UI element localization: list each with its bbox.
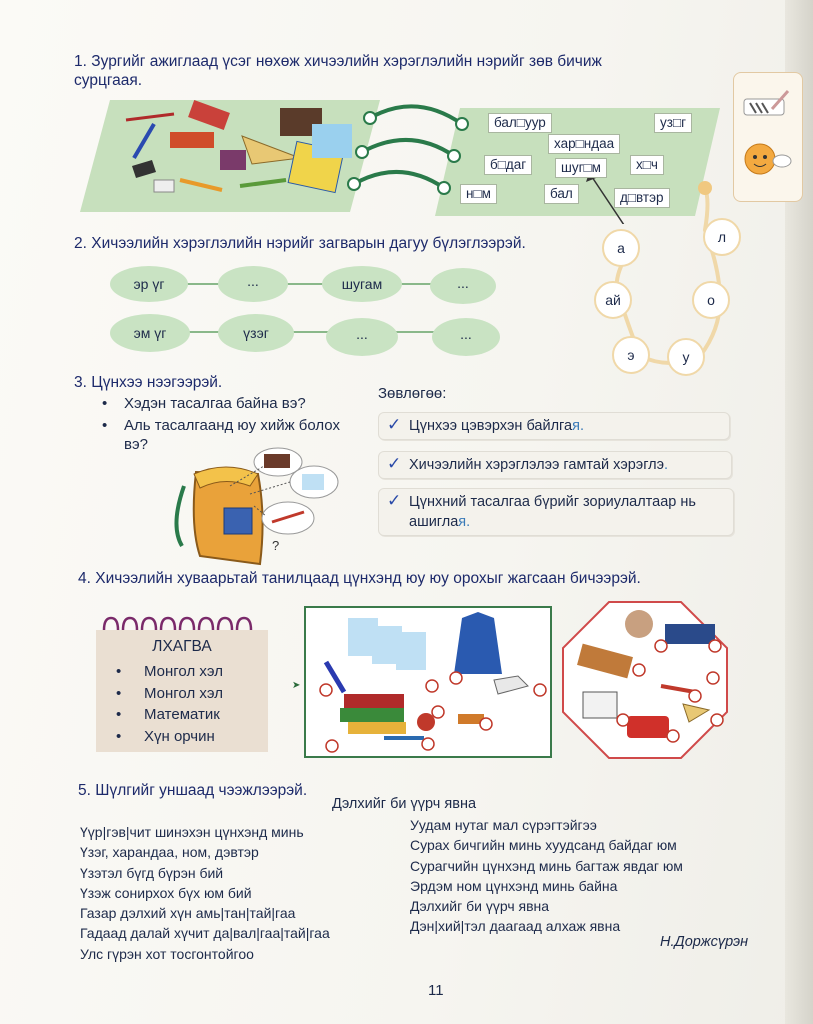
arrow-icon: ➤ (292, 680, 301, 691)
question-mark: ? (272, 538, 280, 553)
letter-circle-e: э (612, 336, 650, 374)
poem-line: Газар дэлхий хүн амь|тан|тай|гаа (80, 905, 296, 922)
task5-text: Шүлгийг уншаад чээжлээрэй. (95, 782, 308, 799)
poem-line: Үзэж сонирхох бүх юм бий (80, 884, 252, 901)
supplies-box (304, 606, 552, 758)
tip-3: ✓ Цүнхний тасалгаа бүрийг зориулалтаар нь ашиглая. (378, 488, 734, 536)
word-chip-4: б□даг (484, 155, 532, 175)
poem-author: Н.Доржсүрэн (660, 934, 749, 950)
task4-text: Хичээлийн хуваарьтай танилцаад цүнхэнд юу юу орохыг жагсаан бичээрэй. (95, 570, 641, 587)
task4-number: 4. (78, 570, 91, 587)
schedule-subjects (116, 661, 223, 747)
task2-number: 2. (74, 235, 87, 252)
poem-right-column (410, 815, 740, 937)
row1-oval-1: эр үг (110, 266, 188, 302)
letter-circle-l: л (703, 218, 741, 256)
check-icon: ✓ (387, 454, 402, 473)
letter-circle-u: у (667, 338, 705, 376)
task3-number: 3. (74, 374, 87, 391)
word-chip-9: д□втэр (614, 188, 670, 208)
task2-text: Хичээлийн хэрэглэлийн нэрийг загварын дагуу бүлэглээрэй. (91, 235, 526, 252)
check-icon: ✓ (387, 415, 402, 434)
backpack-illustration (170, 446, 350, 572)
word-chip-6: х□ч (630, 155, 664, 175)
schedule-day: ЛХАГВА (152, 638, 212, 655)
task3-questions (100, 394, 374, 454)
poem-line: Гадаад далай хүчит да|вал|гаа|тай|гаа (80, 925, 330, 942)
tip-1: ✓ Цүнхээ цэвэрхэн байлгая. (378, 412, 730, 440)
poem-line: Үзэг, харандаа, ном, дэвтэр (80, 844, 259, 861)
advice-title: Зөвлөгөө: (378, 385, 447, 402)
task3-title-text: Цүнхээ нээгээрэй. (91, 374, 223, 391)
child-face-icon (742, 139, 792, 179)
subject-2: • Монгол хэл (116, 684, 223, 702)
poem-title: Дэлхийг би үүрч явна (332, 796, 477, 812)
row1-oval-4: ... (430, 268, 496, 304)
page-number: 11 (428, 982, 444, 999)
word-chip-1: бал□уур (488, 113, 552, 133)
poem-line: Дэлхийг би үүрч явна (410, 898, 550, 915)
poem-line: Эрдэм ном цүнхэнд минь байна (410, 877, 618, 894)
letter-circle-a: а (602, 229, 640, 267)
poem-line: Уудам нутаг мал сүрэгтэйгээ (410, 817, 597, 833)
word-chip-7: н□м (460, 184, 497, 204)
poem-line: Үзэтэл бүгд бүрэн бий (80, 864, 224, 881)
row2-oval-2: үзэг (218, 314, 294, 352)
poem-line: Дэн|хий|тэл даагаад алхаж явна (410, 918, 621, 935)
task3-question-1: • Хэдэн тасалгаа байна вэ? (102, 395, 306, 412)
check-icon: ✓ (387, 491, 402, 510)
task1-instruction (74, 52, 664, 90)
poem-line: Улс гүрэн хот тосгонтойгоо (80, 945, 254, 962)
poem-line: Сурагчийн цүнхэнд минь багтаж явдаг юм (410, 857, 683, 874)
word-chip-2: уз□г (654, 113, 692, 133)
row1-oval-2: ... (218, 266, 288, 302)
letter-circle-ai: ай (594, 281, 632, 319)
subject-4: • Хүн орчин (116, 727, 215, 745)
spiral-binding (96, 612, 270, 636)
word-chip-5: шуг□м (555, 158, 607, 178)
supplies-octagon (561, 600, 729, 760)
word-chip-3: хар□ндаа (548, 134, 620, 154)
word-chip-8: бал (544, 184, 579, 204)
row1-oval-3: шугам (322, 266, 402, 302)
letter-circle-o: о (692, 281, 730, 319)
task3-question-2: • Аль тасалгаанд юу хийж болох вэ? (102, 417, 340, 453)
task5-number: 5. (78, 782, 91, 799)
task2-instruction (74, 234, 594, 253)
row2-oval-3: ... (326, 318, 398, 356)
poem-line: Үүр|гэв|чит шинэхэн цүнхэнд минь (80, 824, 304, 840)
row2-oval-1: эм үг (110, 314, 190, 352)
task5-instruction (78, 781, 307, 800)
poem-line: Сурах бичгийн минь хуудсанд байдаг юм (410, 837, 677, 854)
row2-oval-4: ... (432, 318, 500, 356)
task1-number: 1. (74, 53, 87, 70)
side-icon-panel (733, 72, 803, 202)
subject-1: • Монгол хэл (116, 663, 223, 680)
subject-3: • Математик (116, 706, 220, 723)
writing-icon (742, 87, 792, 121)
task4-instruction (78, 569, 738, 588)
tip-2: ✓ Хичээлийн хэрэглэлээ гамтай хэрэглэ. (378, 451, 732, 479)
task3-title (74, 373, 222, 392)
poem-left-column (80, 822, 410, 964)
task1-text: Зургийг ажиглаад үсэг нөхөж хичээлийн хэрэглэлийн нэрийг зөв бичиж сурцгаая. (74, 53, 602, 89)
